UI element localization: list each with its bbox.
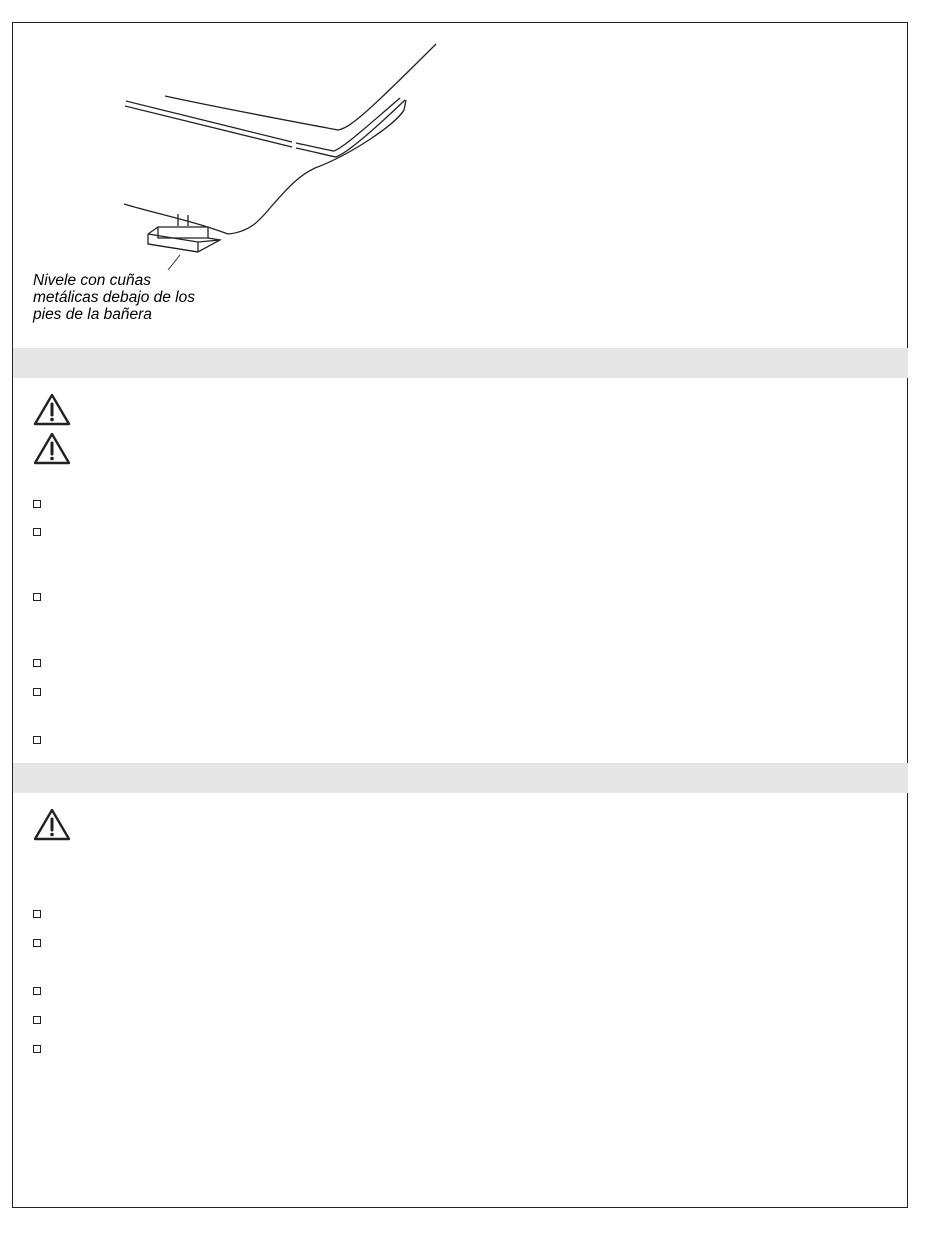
checkbox[interactable] [33,500,41,508]
checkbox[interactable] [33,1045,41,1053]
checkbox[interactable] [33,688,41,696]
warning-triangle-icon [33,432,71,466]
warning-triangle-icon [33,393,71,427]
caption-line: pies de la bañera [33,306,152,323]
checkbox[interactable] [33,910,41,918]
checkbox[interactable] [33,659,41,667]
checkbox[interactable] [33,939,41,947]
checkbox[interactable] [33,987,41,995]
checkbox[interactable] [33,736,41,744]
caption-line: metálicas debajo de los [33,289,195,306]
section-header-band [13,763,908,793]
checkbox[interactable] [33,528,41,536]
caption-line: Nivele con cuñas [33,272,152,289]
bathtub-foot-shim-illustration [110,40,450,270]
checkbox[interactable] [33,1016,41,1024]
figure-caption [33,272,195,323]
checkbox[interactable] [33,593,41,601]
warning-triangle-icon [33,808,71,842]
section-header-band [13,348,908,378]
